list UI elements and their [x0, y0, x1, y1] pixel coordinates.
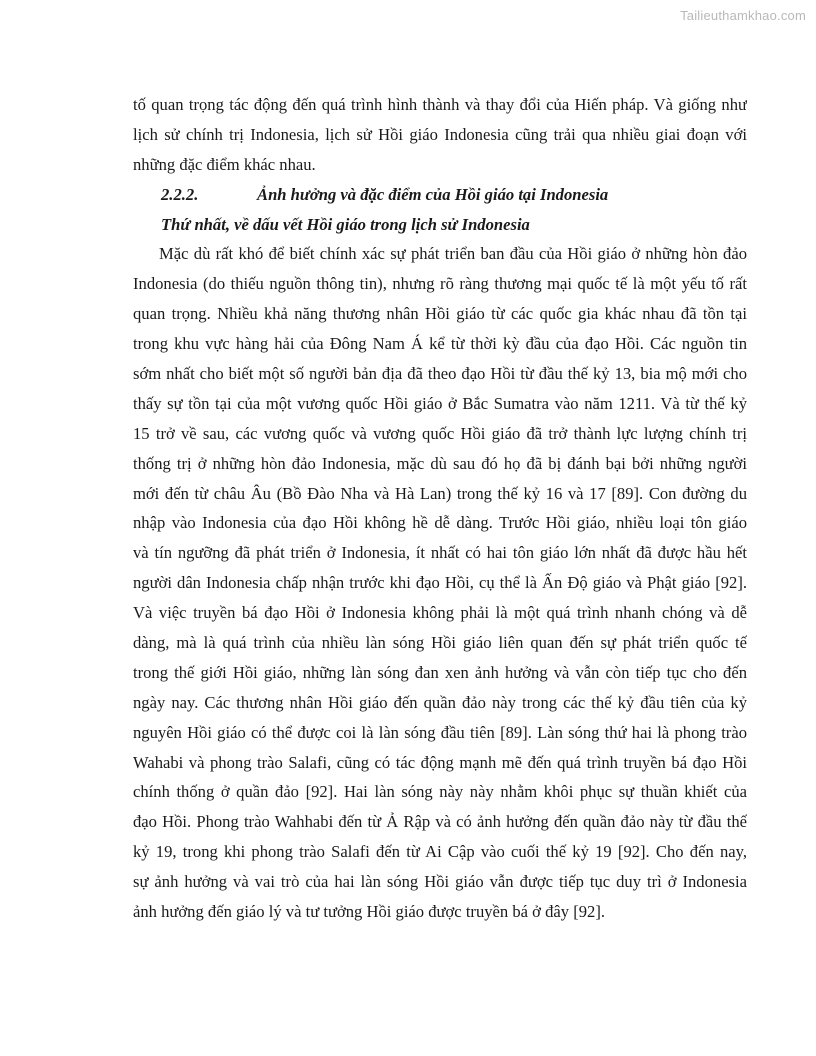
section-heading — [133, 180, 747, 210]
document-page — [133, 90, 747, 927]
body-line: đạo Hồi. Phong trào Wahhabi đến từ Ả Rập và có ảnh hưởng đến quần đảo này từ đầu thế — [133, 812, 747, 832]
body-line: chính thống ở quần đảo [92]. Hai làn sóng này này nhằm khôi phục sự thuần khiết của — [133, 782, 747, 802]
body-line: kỷ 19, trong khi phong trào Salafi đến từ Ai Cập vào cuối thế kỷ 19 [92]. Cho đến nay, — [133, 842, 747, 862]
body-line: quan trọng. Nhiều khả năng thương nhân Hồi giáo từ các quốc gia khác nhau đã tồn tại — [133, 304, 747, 324]
body-line: Mặc dù rất khó để biết chính xác sự phát triển ban đầu của Hồi giáo ở những hòn đảo — [159, 244, 747, 264]
body-line: 15 trở về sau, các vương quốc và vương quốc Hồi giáo đã trở thành lực lượng chính trị — [133, 423, 747, 443]
body-line: ngày nay. Các thương nhân Hồi giáo đến quần đảo này trong các thế kỷ đầu tiên của kỷ — [133, 692, 747, 712]
body-line: Wahabi và phong trào Salafi, cũng có tác động mạnh mẽ đến quá trình truyền bá đạo Hồi — [133, 752, 747, 772]
section-title: Ảnh hưởng và đặc điểm của Hồi giáo tại Indonesia — [257, 184, 609, 204]
intro-line: lịch sử chính trị Indonesia, lịch sử Hồi giáo Indonesia cũng trải qua nhiều giai đoạn với — [133, 124, 747, 144]
watermark-text: Tailieuthamkhao.com — [680, 8, 806, 23]
body-line: thấy sự tồn tại của một vương quốc Hồi giáo ở Bắc Sumatra vào năm 1211. Và từ thế kỷ — [133, 393, 747, 413]
body-line: dàng, mà là quá trình của nhiều làn sóng Hồi giáo liên quan đến sự phát triển quốc tế — [133, 633, 747, 653]
section-number: 2.2.2. — [161, 184, 199, 204]
body-line: thống trị ở những hòn đảo Indonesia, mặc dù sau đó họ đã bị đánh bại bởi những người — [133, 453, 747, 473]
body-line: sớm nhất cho biết một số người bản địa đã theo đạo Hồi từ đầu thế kỷ 13, bia mộ mới cho — [133, 364, 747, 384]
body-line: người dân Indonesia chấp nhận trước khi đạo Hồi, cụ thể là Ấn Độ giáo và Phật giáo [92]. — [133, 573, 747, 593]
body-line: ảnh hưởng đến giáo lý và tư tưởng Hồi giáo được truyền bá ở đây [92]. — [133, 902, 605, 922]
body-line: trong khu vực hàng hải của Đông Nam Á kể từ thời kỳ đầu của đạo Hồi. Các nguồn tin — [133, 334, 747, 354]
body-line: sự ảnh hưởng và vai trò của hai làn sóng Hồi giáo vẫn được tiếp tục duy trì ở Indonesia — [133, 872, 747, 892]
body-line: trong thế giới Hồi giáo, những làn sóng đan xen ảnh hưởng và vẫn còn tiếp tục cho đến — [133, 662, 747, 682]
intro-line: tố quan trọng tác động đến quá trình hình thành và thay đổi của Hiến pháp. Và giống như — [133, 95, 747, 114]
body-line: nhập vào Indonesia của đạo Hồi không hề dễ dàng. Trước Hồi giáo, nhiều loại tôn giáo — [133, 513, 747, 533]
body-line: nguyên Hồi giáo có thể được coi là làn sóng đầu tiên [89]. Làn sóng thứ hai là phong trào — [133, 722, 747, 742]
body-line: và tín ngưỡng đã phát triển ở Indonesia, ít nhất có hai tôn giáo lớn nhất đã được hầu hết — [133, 543, 747, 563]
body-line: mới đến từ châu Âu (Bồ Đào Nha và Hà Lan) trong thế kỷ 16 và 17 [89]. Con đường du — [133, 483, 747, 503]
intro-line: những đặc điểm khác nhau. — [133, 154, 316, 174]
body-line: Và việc truyền bá đạo Hồi ở Indonesia không phải là một quá trình nhanh chóng và dễ — [133, 603, 747, 623]
body-line: Indonesia (do thiếu nguồn thông tin), nhưng rõ ràng thương mại quốc tế là một yếu tố rất — [133, 274, 747, 294]
subheading: Thứ nhất, về dấu vết Hồi giáo trong lịch sử Indonesia — [161, 214, 530, 234]
